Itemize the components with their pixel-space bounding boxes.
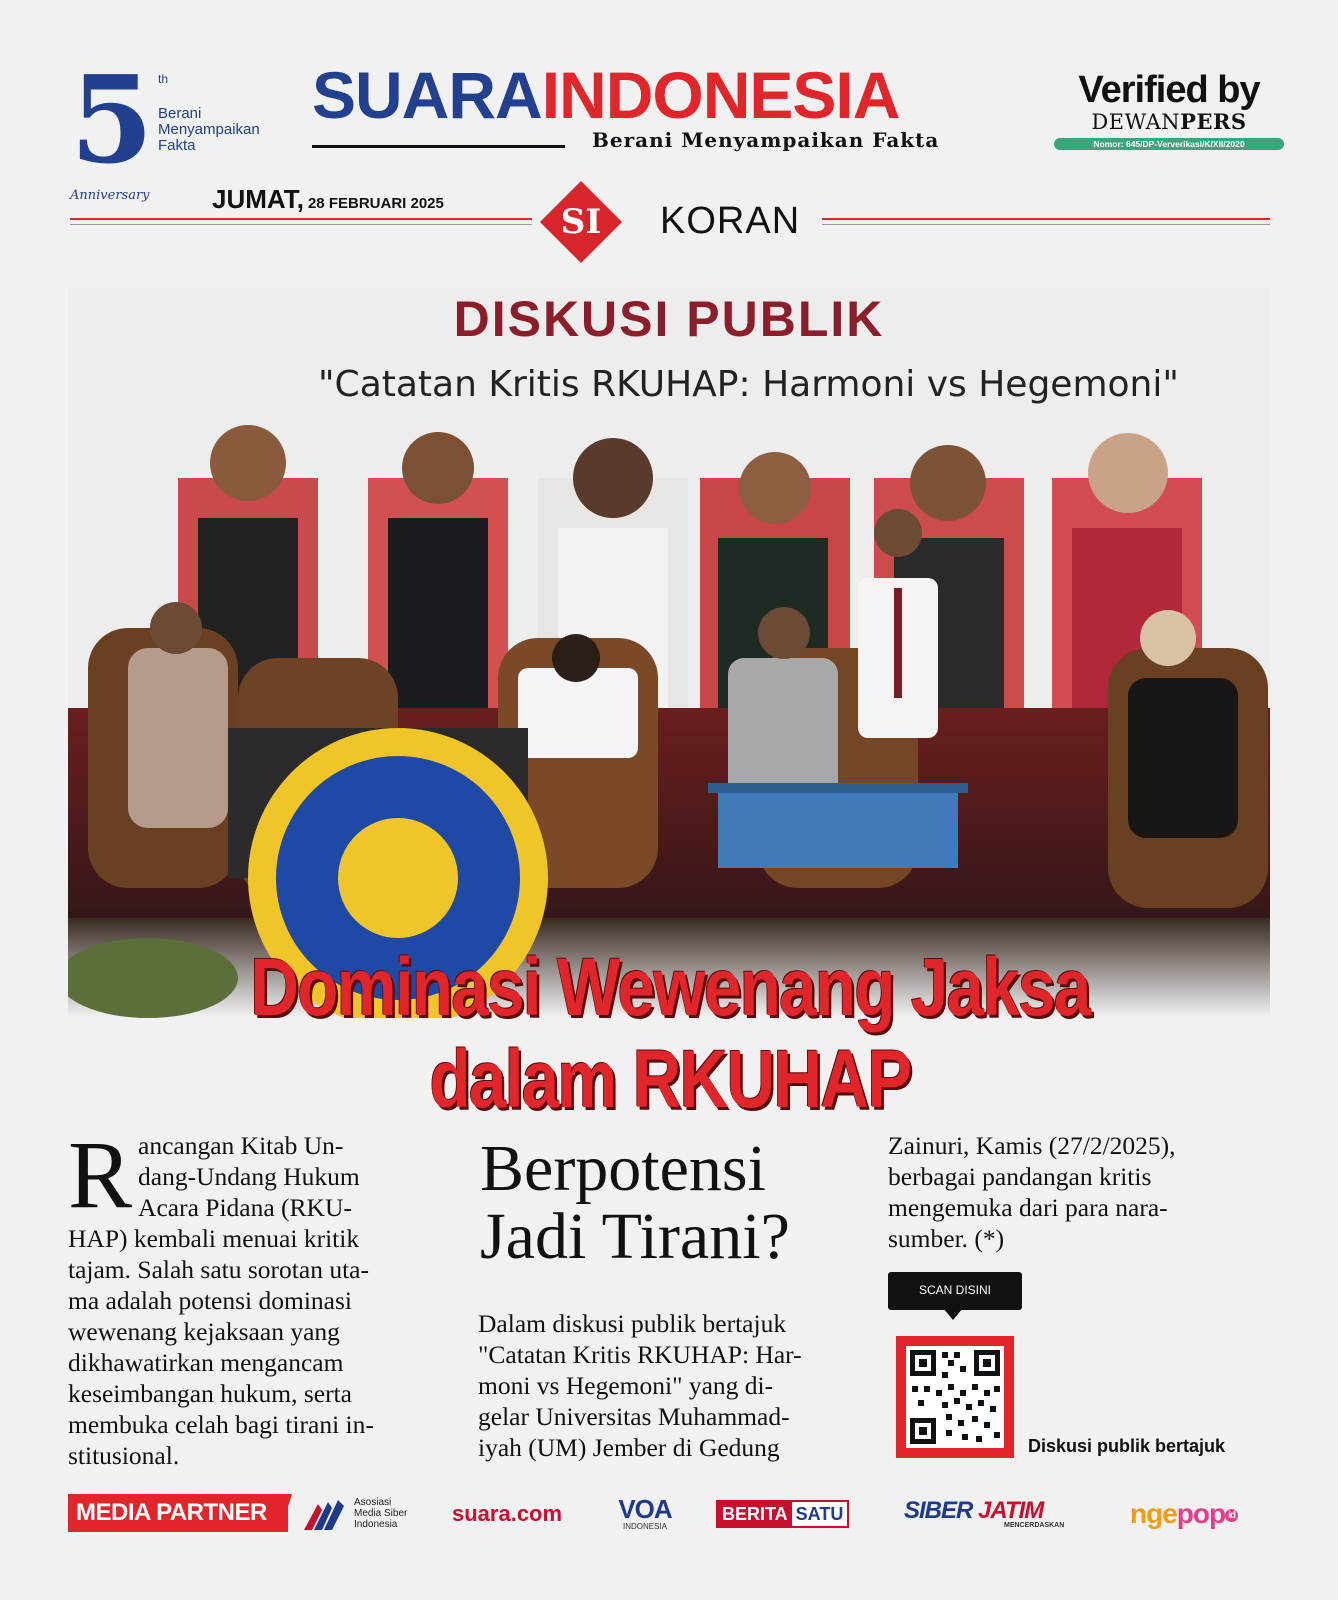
article-column-3: Zainuri, Kamis (27/2/2025), berbagai pandangan kritis mengemuka dari para nara- sumber. (*) [888,1131,1176,1253]
si-badge-text: SI [560,202,602,242]
jatim-tagline: MENCERDASKAN [1004,1522,1065,1529]
qr-code[interactable] [896,1336,1014,1458]
edition-date [212,184,444,215]
masthead-title-blue: SUARA [312,58,542,132]
siber-text: SIBER [904,1497,973,1524]
masthead-title-red: INDONESIA [541,58,900,132]
voa-logo-text: VOA [618,1494,672,1524]
divider [822,218,1270,220]
si-badge [543,184,619,260]
amsi-line: Media Siber [354,1508,408,1519]
partner-voa[interactable] [614,1496,676,1532]
id-badge: id [1225,1509,1238,1522]
tagline-line: Menyampaikan [158,121,260,138]
divider [70,218,532,220]
partner-suara[interactable]: suara.com [452,1501,563,1526]
voa-subtext: INDONESIA [622,1522,667,1531]
pers-text: PERS [1180,109,1247,134]
partner-ngepop[interactable] [1130,1496,1238,1532]
amsi-line: Asosiasi [354,1497,392,1508]
anniversary-script: Anniversary [70,188,150,203]
headline-line: Dominasi Wewenang Jaksa [250,942,1090,1033]
verified-badge [1054,70,1284,150]
dewan-text: DEWAN [1091,110,1181,134]
scan-pointer [943,1308,963,1320]
pop-text: pop [1176,1498,1226,1529]
partner-siberjatim[interactable] [904,1496,1065,1532]
media-partner-tab [280,1494,292,1532]
jatim-text: JATIM [978,1497,1044,1524]
slogan-rule [312,145,565,148]
anniversary-number: 5 [70,50,154,191]
partner-beritasatu[interactable] [716,1500,849,1528]
subheadline: Berpotensi Jadi Tirani? [480,1132,790,1273]
article-text: ancangan Kitab Un- dang-Undang Hukum Acara Pidana (RKU- HAP) kembali menuai kritik tajam. Salah satu sorotan uta- ma adalah potensi dominasi wewenang kejaksaan yang dikhawatirkan mengancam keseimbangan hukum, serta membuka celah bagi tirani in- stitusional. [68,1131,374,1470]
tagline-line: Berani [158,105,202,122]
amsi-line: Indonesia [354,1519,398,1530]
amsi-text [354,1497,407,1530]
media-partner-label: MEDIA PARTNER [68,1494,288,1532]
qr-caption: Diskusi publik bertajuk [1028,1436,1226,1456]
masthead-slogan: Berani Menyampaikan Fakta [592,128,940,152]
divider [822,224,1270,225]
berita-text: BERITA [718,1502,792,1526]
scan-label: SCAN DISINI [888,1272,1022,1310]
satu-text: SATU [792,1502,848,1526]
headline-line: dalam RKUHAP [429,1034,911,1125]
anniversary-tagline [158,106,298,154]
masthead-title [312,60,1032,130]
drop-cap: R [68,1121,133,1228]
qr-code-image [906,1346,1004,1448]
dewan-pers-label [1054,110,1284,134]
nge-text: nge [1130,1498,1177,1529]
edition-day: JUMAT, [212,184,304,214]
anniversary-suffix: th [158,72,169,86]
partner-amsi[interactable] [304,1496,429,1532]
banner-subtitle: "Catatan Kritis RKUHAP: Harmoni vs Hegemoni" [318,364,1179,405]
article-column-2: Dalam diskusi publik bertajuk "Catatan Kritis RKUHAP: Har- moni vs Hegemoni" yang di- gelar Universitas Muhammad- iyah (UM) Jember di Gedung [478,1309,802,1462]
qr-pattern [906,1346,1004,1448]
headline [178,942,1162,1126]
divider [70,224,532,225]
amsi-icon [304,1498,350,1530]
section-label: KORAN [660,200,801,242]
article-photo [68,288,1270,1018]
verification-number: Nomor: 645/DP-Ververikasi/K/XII/2020 [1054,138,1284,150]
verified-label: Verified by [1078,69,1260,111]
article-column-1 [68,1121,438,1471]
banner-title: DISKUSI PUBLIK [453,291,885,347]
tagline-line: Fakta [158,137,196,154]
edition-date-text: 28 FEBRUARI 2025 [307,195,444,212]
